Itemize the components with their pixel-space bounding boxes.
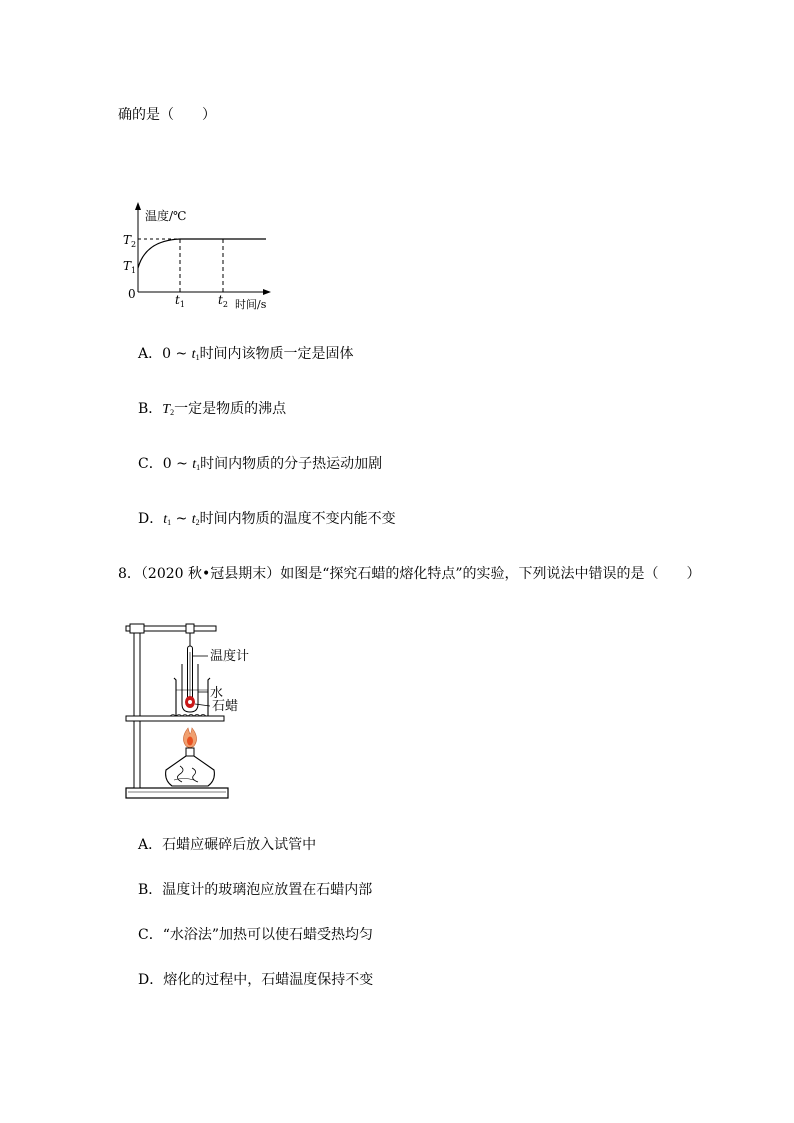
option-separator: ~ (171, 511, 192, 527)
question-8-stem: 8．（2020 秋•冠县期末）如图是“探究石蜡的熔化特点”的实验，下列说法中错误的是（ ） (118, 566, 701, 582)
stand-base (126, 788, 228, 798)
q8-option-a[interactable] (138, 836, 316, 854)
x-axis-label: 时间/s (235, 298, 267, 311)
temperature-time-graph (118, 200, 288, 315)
option-prefix: 0 ~ (162, 456, 193, 472)
thermometer-label: 温度计 (210, 649, 250, 664)
option-variable: t (192, 457, 197, 472)
option-letter: C． (138, 927, 163, 943)
y-tick-T1: $T_1$ (123, 259, 137, 275)
option-letter: C． (138, 456, 163, 472)
stand-rod (134, 626, 140, 788)
option-subscript: 1 (167, 518, 172, 527)
option-subscript: 2 (170, 408, 175, 417)
option-text: 熔化的过程中，石蜡温度保持不变 (163, 972, 374, 988)
q8-option-b[interactable] (138, 881, 372, 899)
option-variable: t (163, 512, 168, 527)
q7-option-b[interactable] (138, 400, 286, 422)
option-text: 一定是物质的沸点 (174, 401, 287, 417)
question-7-stem-tail: 确的是（ ） (118, 107, 216, 123)
option-subscript: 1 (195, 353, 200, 362)
y-tick-T2: $T_2$ (123, 233, 137, 249)
option-text: 温度计的玻璃泡应放置在石蜡内部 (162, 882, 373, 898)
origin-label: 0 (128, 287, 136, 301)
option-text: 时间内物质的分子热运动加剧 (200, 456, 383, 472)
option-letter: D． (138, 972, 164, 988)
option-letter: A． (138, 346, 163, 362)
gauze-platform (126, 716, 224, 721)
option-text: 时间内该物质一定是固体 (199, 346, 354, 362)
option-text: 石蜡应碾碎后放入试管中 (162, 837, 317, 853)
q7-option-c[interactable] (138, 455, 382, 477)
x-axis-arrow-icon (263, 289, 271, 295)
q7-option-a[interactable] (138, 345, 354, 367)
option-prefix: 0 ~ (162, 346, 192, 362)
q8-option-d[interactable] (138, 971, 373, 989)
x-tick-t1: $t_1$ (175, 293, 185, 309)
option-letter: D． (138, 511, 164, 527)
option-variable: t (191, 347, 196, 362)
x-tick-t2: $t_2$ (218, 293, 228, 309)
option-text: “水浴法”加热可以使石蜡受热均匀 (162, 927, 374, 943)
option-subscript: 1 (196, 463, 201, 472)
option-letter: B． (138, 882, 163, 898)
q8-option-c[interactable] (138, 926, 373, 944)
y-axis-label: 温度/℃ (145, 209, 187, 223)
option-variable: T (162, 402, 171, 417)
wax-label: 石蜡 (212, 699, 239, 714)
option-letter: B． (138, 401, 163, 417)
temperature-series-line (138, 239, 266, 268)
y-axis-arrow-icon (135, 202, 141, 210)
option-text: 时间内物质的温度不变内能不变 (199, 511, 396, 527)
alcohol-lamp (166, 756, 215, 786)
option-variable-2: t (191, 512, 196, 527)
q7-option-d[interactable] (138, 510, 396, 532)
wax-melting-apparatus-figure (118, 620, 268, 805)
water-label: 水 (210, 686, 224, 701)
option-letter: A． (138, 837, 163, 853)
option-subscript-2: 2 (195, 518, 200, 527)
